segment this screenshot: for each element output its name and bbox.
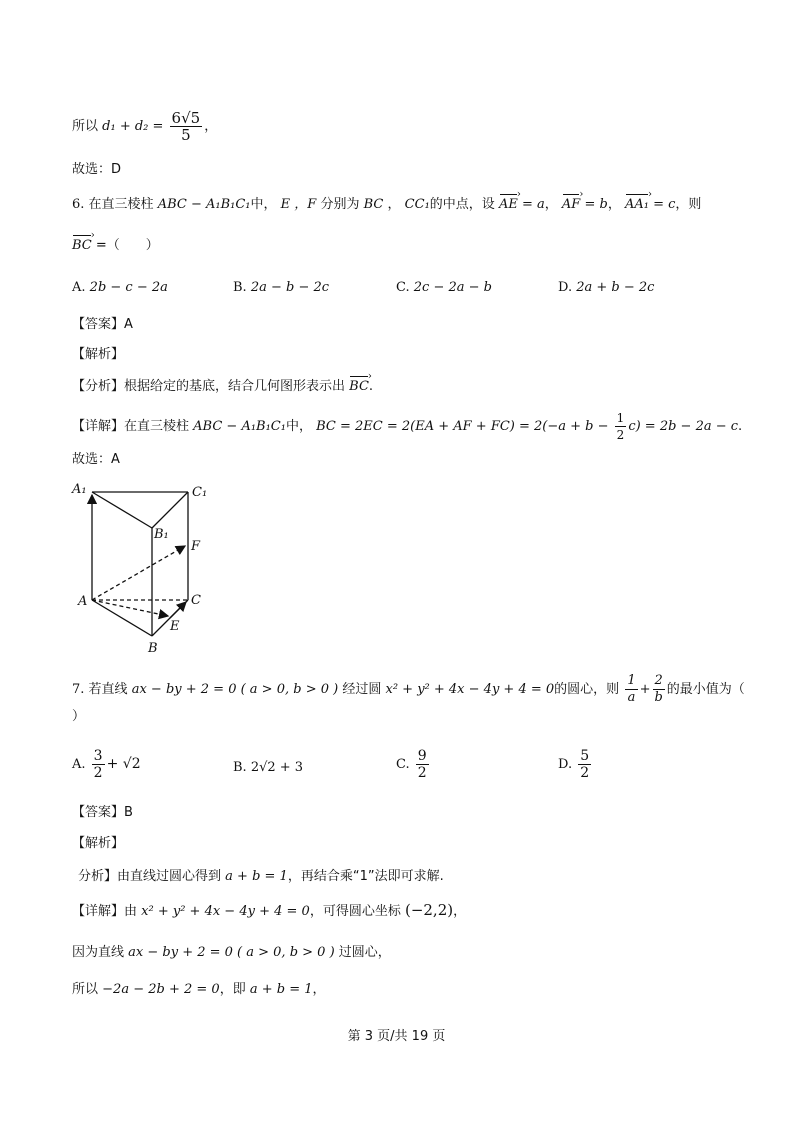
q7-because: 因为直线 ax − by + 2 = 0 ( a > 0, b > 0 ) 过圆心，: [72, 945, 391, 960]
half-fraction: $\frac{1}{2}$: [616, 411, 625, 442]
q7-option-c[interactable]: C. $\frac{9}{2}$: [396, 748, 427, 781]
q7-option-a[interactable]: A. $\frac{3}{2}$ + √2: [72, 748, 141, 781]
q7-so: 所以 −2a − 2b + 2 = 0，即 a + b = 1，: [72, 982, 326, 997]
vector-aa1: AA₁ ›: [625, 195, 649, 215]
q6-option-a[interactable]: A. 2b − c − 2a: [72, 280, 168, 295]
q6-jiexi: 【解析】: [72, 347, 125, 362]
label-b1: B₁: [154, 527, 169, 542]
q7-fenxi: 分析】由直线过圆心得到 a + b = 1，再结合乘“1”法即可求解.: [78, 869, 444, 884]
vector-ec-arrow: [170, 602, 186, 618]
q6-option-b[interactable]: B. 2a − b − 2c: [233, 280, 330, 295]
q7-jiexi: 【解析】: [72, 836, 125, 851]
vector-ae-arrow: [92, 600, 168, 616]
q6-detail: 【详解】在直三棱柱 ABC − A₁B₁C₁中， BC = 2EC = 2(EA + AF + FC) = 2(−a + b − $\frac{1}{2}$ c) = 2b − 2a − c.: [72, 411, 743, 442]
question-7-stem: 7. 若直线 ax − by + 2 = 0 ( a > 0, b > 0 ) 经过圆 x² + y² + 4x − 4y + 4 = 0的圆心，则 $\frac{1}{a}$ + $\frac{2}{b}$ 的最小值为（: [72, 673, 745, 705]
q6-option-d[interactable]: D. 2a + b − 2c: [558, 280, 655, 295]
q7-answer: 【答案】B: [72, 805, 133, 820]
vector-bc: BC ›: [72, 236, 92, 256]
q7-option-b[interactable]: B. 2√2 + 3: [233, 760, 304, 775]
page-number-footer: 第 3 页/共 19 页: [347, 1029, 446, 1044]
label-b: B: [148, 641, 158, 656]
label-c: C: [191, 593, 201, 608]
question-7-close: ）: [72, 709, 86, 724]
edge-a1-b1: [92, 492, 152, 528]
label-c1: C₁: [192, 485, 208, 500]
edge-a-b: [92, 600, 152, 636]
vector-af: AF ›: [562, 195, 580, 215]
vector-af-arrow: [92, 546, 185, 600]
label-a1: A₁: [72, 482, 87, 497]
q6-answer: 【答案】A: [72, 317, 133, 332]
label-e: E: [170, 619, 180, 634]
answer-choice-d: 故选：D: [72, 162, 122, 177]
prism-figure: [70, 478, 220, 658]
question-6-stem-cont: BC › =（ ）: [72, 236, 159, 256]
edge-b1-c1: [152, 492, 188, 528]
q7-option-d[interactable]: D. $\frac{5}{2}$: [558, 748, 590, 781]
q6-fenxi: 【分析】根据给定的基底，结合几何图形表示出 BC ›.: [72, 377, 373, 397]
distance-sum-line: 所以 d₁ + d₂ = $\frac{6√5}{5}$ ，: [72, 109, 218, 144]
q7-detail: 【详解】由 x² + y² + 4x − 4y + 4 = 0，可得圆心坐标 (−2,2)，: [72, 901, 467, 919]
question-6-stem: 6. 在直三棱柱 ABC − A₁B₁C₁中， E ，F 分别为 BC ， CC₁的中点，设 AE › = a， AF › = b， AA₁ › = c，则: [72, 195, 701, 215]
fraction: $\frac{6√5}{5}$: [171, 109, 201, 144]
q6-choose: 故选：A: [72, 452, 120, 467]
label-a: A: [78, 594, 88, 609]
label-f: F: [191, 539, 201, 554]
vector-ae: AE ›: [499, 195, 518, 215]
q6-option-c[interactable]: C. 2c − 2a − b: [396, 280, 492, 295]
